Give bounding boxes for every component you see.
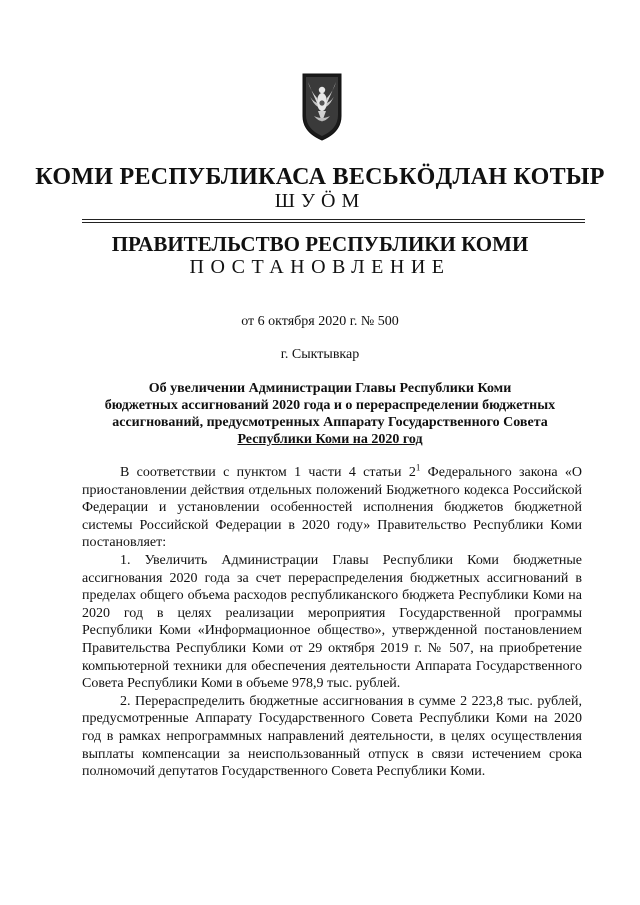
title-line-underlined: Республики Коми на 2020 год bbox=[237, 432, 423, 447]
document-date-number: от 6 октября 2020 г. № 500 bbox=[241, 314, 399, 329]
russian-document-type: ПОСТАНОВЛЕНИЕ bbox=[189, 256, 451, 278]
komi-coat-of-arms-emblem bbox=[300, 70, 344, 142]
document-body bbox=[82, 464, 582, 781]
russian-government-header: ПРАВИТЕЛЬСТВО РЕСПУБЛИКИ КОМИ bbox=[111, 232, 529, 256]
document-title bbox=[80, 380, 580, 448]
title-line: ассигнований, предусмотренных Аппарату Государственного Совета bbox=[112, 415, 548, 430]
article-superscript: 1 bbox=[415, 462, 421, 473]
komi-government-header: КОМИ РЕСПУБЛИКАСА ВЕСЬКӦДЛАН КОТЫР bbox=[35, 164, 605, 190]
paragraph-item-1: 1. Увеличить Администрации Главы Республики Коми бюджетные ассигнования 2020 года за счет перераспределения бюджетных ассигнований в пределах общего объема расходов республиканского бюджета Республики Коми на 2020 год в целях реализации мероприятия Государственной программы Республики Коми «Информационное общество», утвержденной постановлением Правительства Республики Коми от 29 октября 2019 г. № 507, на приобретение компьютерной техники для обеспечения деятельности Аппарата Государственного Совета Республики Коми в объеме 978,9 тыс. рублей. bbox=[82, 552, 582, 692]
intro-text-a: В соответствии с пунктом 1 части 4 статьи 2 bbox=[120, 465, 416, 480]
header-divider-top bbox=[82, 219, 585, 220]
intro-paragraph bbox=[82, 464, 582, 552]
komi-document-type: ШУӦМ bbox=[274, 190, 366, 212]
intro-text-b: Федерального закона «О приостановлении действия отдельных положений Бюджетного кодекса Российской Федерации и установлении особенностей исполнения бюджетов бюджетной системы Российской Федерации в 2020 году» Правительство Республики Коми постановляет: bbox=[82, 465, 582, 551]
title-line: бюджетных ассигнований 2020 года и о перераспределении бюджетных bbox=[104, 398, 556, 413]
title-line: Об увеличении Администрации Главы Республики Коми bbox=[148, 381, 512, 396]
document-city: г. Сыктывкар bbox=[280, 347, 360, 362]
paragraph-item-2: 2. Перераспределить бюджетные ассигнования в сумме 2 223,8 тыс. рублей, предусмотренные Аппарату Государственного Совета Республики Коми на 2020 год в рамках непрограммных направлений деятельности, в целях осуществления выплаты компенсации за неиспользованный отпуск в связи истечением срока полномочий депутатов Государственного Совета Республики Коми. bbox=[82, 693, 582, 780]
header-divider-bottom bbox=[82, 222, 585, 223]
